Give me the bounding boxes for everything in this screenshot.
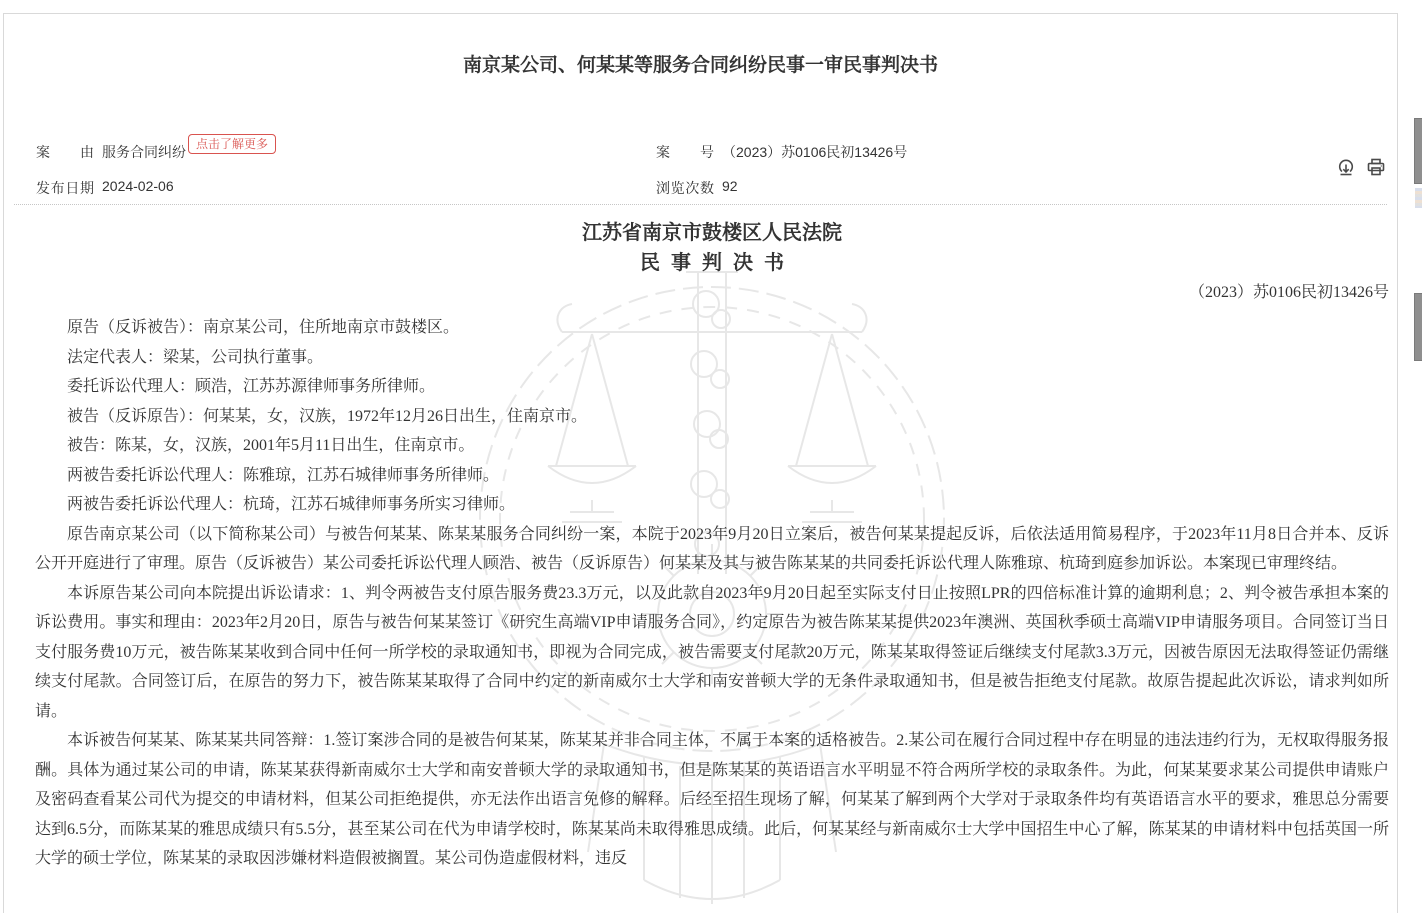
publish-date-label: 发布日期 xyxy=(36,180,94,196)
case-number-value: （2023）苏0106民初13426号 xyxy=(722,144,908,160)
side-tab-top[interactable] xyxy=(1414,118,1422,184)
download-icon[interactable] xyxy=(1335,156,1357,178)
more-info-button[interactable]: 点击了解更多 xyxy=(188,134,276,154)
court-name: 江苏省南京市鼓楼区人民法院 xyxy=(582,222,842,244)
judgment-document xyxy=(4,205,1397,874)
paragraph-legal-rep: 法定代表人：梁某，公司执行董事。 xyxy=(67,348,324,366)
page-title: 南京某公司、何某某等服务合同纠纷民事一审民事判决书 xyxy=(462,55,938,76)
document-type-title: 民事判决书 xyxy=(640,252,795,274)
meta-bar xyxy=(4,137,1397,204)
paragraph-plaintiff: 原告（反诉被告）：南京某公司，住所地南京市鼓楼区。 xyxy=(67,319,460,336)
paragraph-case-overview: 原告南京某公司（以下简称某公司）与被告何某某、陈某某服务合同纠纷一案，本院于2023年9月20日立案后，被告何某某提起反诉，后依法适用简易程序，于2023年11月8日合并本、反诉公开开庭进行了审理。原告（反诉被告）某公司委托诉讼代理人顾浩、被告（反诉原告）何某某及其与被告陈某某的共同委托诉讼代理人陈雅琼、杭琦到庭参加诉讼。本案现已审理终结。 xyxy=(35,525,1389,572)
paragraph-defendant-1: 被告（反诉原告）：何某某，女，汉族，1972年12月26日出生，住南京市。 xyxy=(67,407,588,425)
paragraph-plaintiff-claims: 本诉原告某公司向本院提出诉讼请求：1、判令两被告支付原告服务费23.3万元，以及此款自2023年9月20日起至实际支付日止按照LPR的四倍标准计算的逾期利息；2、判令被告承担本案的诉讼费用。事实和理由：2023年2月20日，原告与被告何某某签订《研究生高端VIP申请服务合同》，约定原告为被告陈某某提供2023年澳洲、英国秋季硕士高端VIP申请服务项目。合同签订当日支付服务费10万元，被告陈某某收到合同中任何一所学校的录取通知书，即视为合同完成，被告需要支付尾款20万元，陈某某取得签证后继续支付尾款3.3万元，因被告原因无法取得签证仍需继续支付尾款。合同签订后，在原告的努力下，被告陈某某取得了合同中约定的新南威尔士大学和南安普顿大学的无条件录取通知书，但是被告拒绝支付尾款。故原告提起此次诉讼，请求判如所请。 xyxy=(35,584,1389,720)
views-value: 92 xyxy=(722,178,738,194)
views-label: 浏览次数 xyxy=(656,180,714,196)
case-cause-label: 案由 xyxy=(36,144,94,160)
side-tab-caption xyxy=(1415,188,1422,208)
case-number-label: 案号 xyxy=(656,144,714,160)
paragraph-plaintiff-agent: 委托诉讼代理人：顾浩，江苏苏源律师事务所律师。 xyxy=(67,378,436,395)
paragraph-defendants-agent-2: 两被告委托诉讼代理人：杭琦，江苏石城律师事务所实习律师。 xyxy=(67,496,516,513)
document-case-number: （2023）苏0106民初13426号 xyxy=(1188,284,1389,301)
paragraph-defendant-2: 被告：陈某，女，汉族，2001年5月11日出生，住南京市。 xyxy=(67,437,475,454)
paragraph-defendants-defense: 本诉被告何某某、陈某某共同答辩：1.签订案涉合同的是被告何某某，陈某某并非合同主体，不属于本案的适格被告。2.某公司在履行合同过程中存在明显的违法违约行为，无权取得服务报酬。具体为通过某公司的申请，陈某某获得新南威尔士大学和南安普顿大学的录取通知书，但是陈某某的英语语言水平明显不符合两所学校的录取条件。为此，何某某要求某公司提供申请账户及密码查看某公司代为提交的申请材料，但某公司拒绝提供，亦无法作出语言免修的解释。后经至招生现场了解，何某某了解到两个大学对于录取条件均有英语语言水平的要求，雅思总分需要达到6.5分，而陈某某的雅思成绩只有5.5分，甚至某公司在代为申请学校时，陈某某尚未取得雅思成绩。此后，何某某经与新南威尔士大学中国招生中心了解，陈某某的申请材料中包括英国一所大学的硕士学位，陈某某的录取因涉嫌材料造假被搁置。某公司伪造虚假材料，违反 xyxy=(35,732,1389,867)
side-tab-bottom[interactable] xyxy=(1414,293,1422,361)
publish-date-value: 2024-02-06 xyxy=(102,178,174,194)
document-body xyxy=(35,313,1389,874)
case-cause-value: 服务合同纠纷 xyxy=(102,144,186,160)
printer-icon[interactable] xyxy=(1365,156,1387,178)
paragraph-defendants-agent-1: 两被告委托诉讼代理人：陈雅琼，江苏石城律师事务所律师。 xyxy=(67,466,500,484)
document-panel xyxy=(3,13,1398,913)
